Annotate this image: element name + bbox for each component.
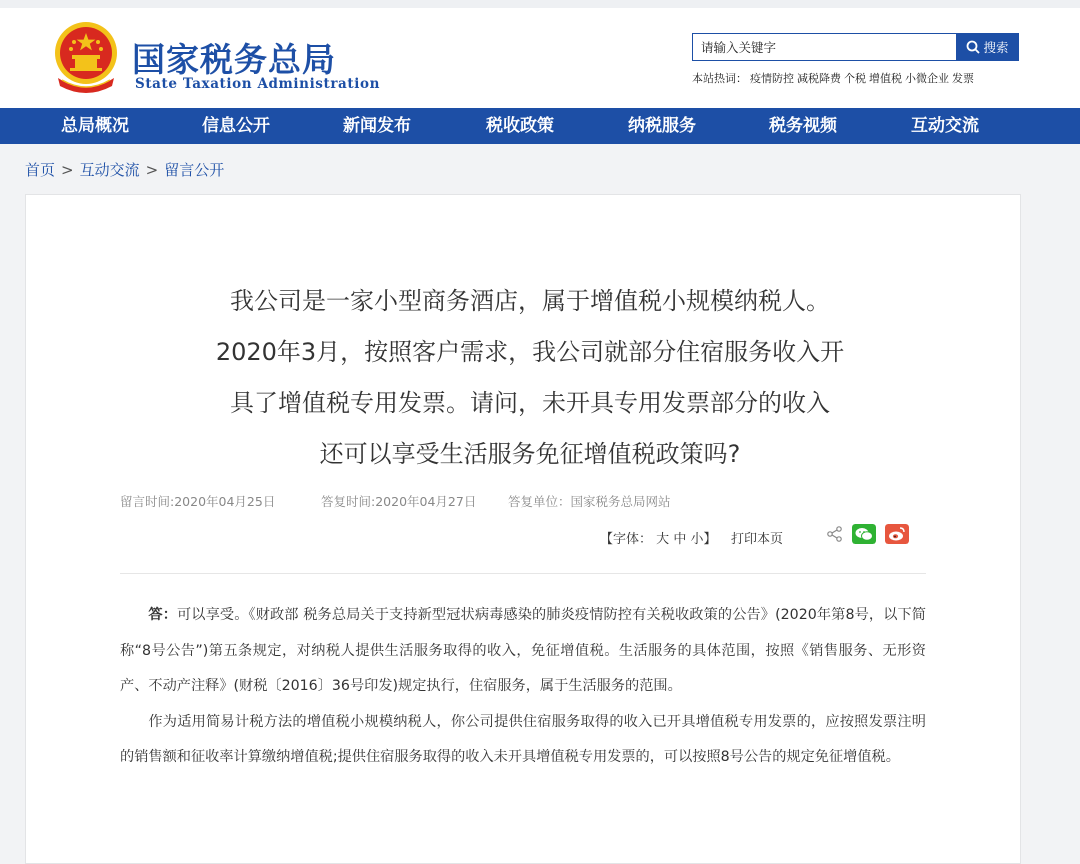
breadcrumb-separator: > (61, 161, 74, 179)
font-small-button[interactable]: 小 (690, 532, 704, 547)
site-subtitle: State Taxation Administration (135, 76, 380, 92)
reply-unit: 答复单位：国家税务总局网站 (508, 494, 671, 509)
answer-body (120, 598, 926, 776)
search-button[interactable] (956, 33, 1019, 61)
nav-item-taxpayer-service[interactable]: 纳税服务 (628, 116, 696, 136)
hotword-link[interactable]: 减税降费 (797, 72, 841, 85)
breadcrumb-message-board[interactable]: 留言公开 (164, 161, 225, 179)
answer-paragraph-text: 可以享受。《财政部 税务总局关于支持新型冠状病毒感染的肺炎疫情防控有关税收政策的公告》(2020年第8号，以下简称“8号公告”)第五条规定，对纳税人提供生活服务取得的收入，免征增值税。生活服务的具体范围，按照《销售服务、无形资产、不动产注释》(财税〔2016〕36号印发)规定执行，住宿服务，属于生活服务的范围。 (120, 607, 926, 694)
font-large-button[interactable]: 大 (656, 532, 670, 547)
reply-time: 答复时间:2020年04月27日 (321, 494, 477, 509)
wechat-icon[interactable] (852, 524, 876, 544)
font-size-label-close: 】 (703, 532, 717, 547)
nav-item-info-disclosure[interactable]: 信息公开 (202, 116, 270, 136)
search-icon (966, 40, 980, 54)
nav-item-interaction[interactable]: 互动交流 (911, 116, 979, 136)
search-button-label: 搜索 (983, 40, 1009, 55)
breadcrumb (25, 159, 224, 180)
answer-label: 答： (148, 607, 177, 623)
font-medium-button[interactable]: 中 (673, 532, 687, 547)
answer-paragraph: 作为适用简易计税方法的增值税小规模纳税人，你公司提供住宿服务取得的收入已开具增值税专用发票的，应按照发票注明的销售额和征收率计算缴纳增值税;提供住宿服务取得的收入未开具增值税专用发票的，可以按照8号公告的规定免征增值税。 (120, 713, 926, 765)
hotword-link[interactable]: 增值税 (869, 72, 902, 85)
question-line: 还可以享受生活服务免征增值税政策吗? (319, 440, 741, 468)
message-time: 留言时间:2020年04月25日 (120, 494, 276, 509)
font-size-controls (600, 528, 717, 547)
top-strip (0, 0, 1080, 8)
question-line: 2020年3月，按照客户需求，我公司就部分住宿服务收入开 (215, 338, 845, 366)
nav-item-overview[interactable]: 总局概况 (61, 116, 129, 136)
answer-paragraph (120, 598, 926, 705)
search-input[interactable] (692, 33, 956, 61)
share-icon[interactable] (823, 524, 847, 544)
hotword-link[interactable]: 小微企业 (905, 72, 949, 85)
weibo-icon[interactable] (885, 524, 909, 544)
content-divider (120, 573, 926, 574)
nav-item-tax-policy[interactable]: 税收政策 (486, 116, 554, 136)
hotword-link[interactable]: 发票 (952, 72, 974, 85)
site-title[interactable]: 国家税务总局 (132, 40, 336, 79)
hotword-link[interactable]: 疫情防控 (750, 72, 794, 85)
hotwords-bar (692, 70, 977, 86)
breadcrumb-interaction[interactable]: 互动交流 (79, 161, 140, 179)
breadcrumb-home[interactable]: 首页 (25, 161, 56, 179)
font-size-label: 【字体： (600, 532, 653, 547)
nav-item-news[interactable]: 新闻发布 (343, 116, 411, 136)
site-header (0, 0, 1080, 108)
print-button[interactable]: 打印本页 (731, 532, 784, 547)
question-title (124, 276, 936, 480)
nav-item-tax-video[interactable]: 税务视频 (769, 116, 837, 136)
national-emblem-icon (52, 20, 120, 94)
hotword-link[interactable]: 个税 (844, 72, 866, 85)
hotwords-label: 本站热词： (692, 72, 747, 85)
question-line: 我公司是一家小型商务酒店，属于增值税小规模纳税人。 (230, 287, 830, 315)
question-line: 具了增值税专用发票。请问，未开具专用发票部分的收入 (230, 389, 830, 417)
main-nav (0, 108, 1080, 144)
breadcrumb-separator: > (145, 161, 159, 179)
